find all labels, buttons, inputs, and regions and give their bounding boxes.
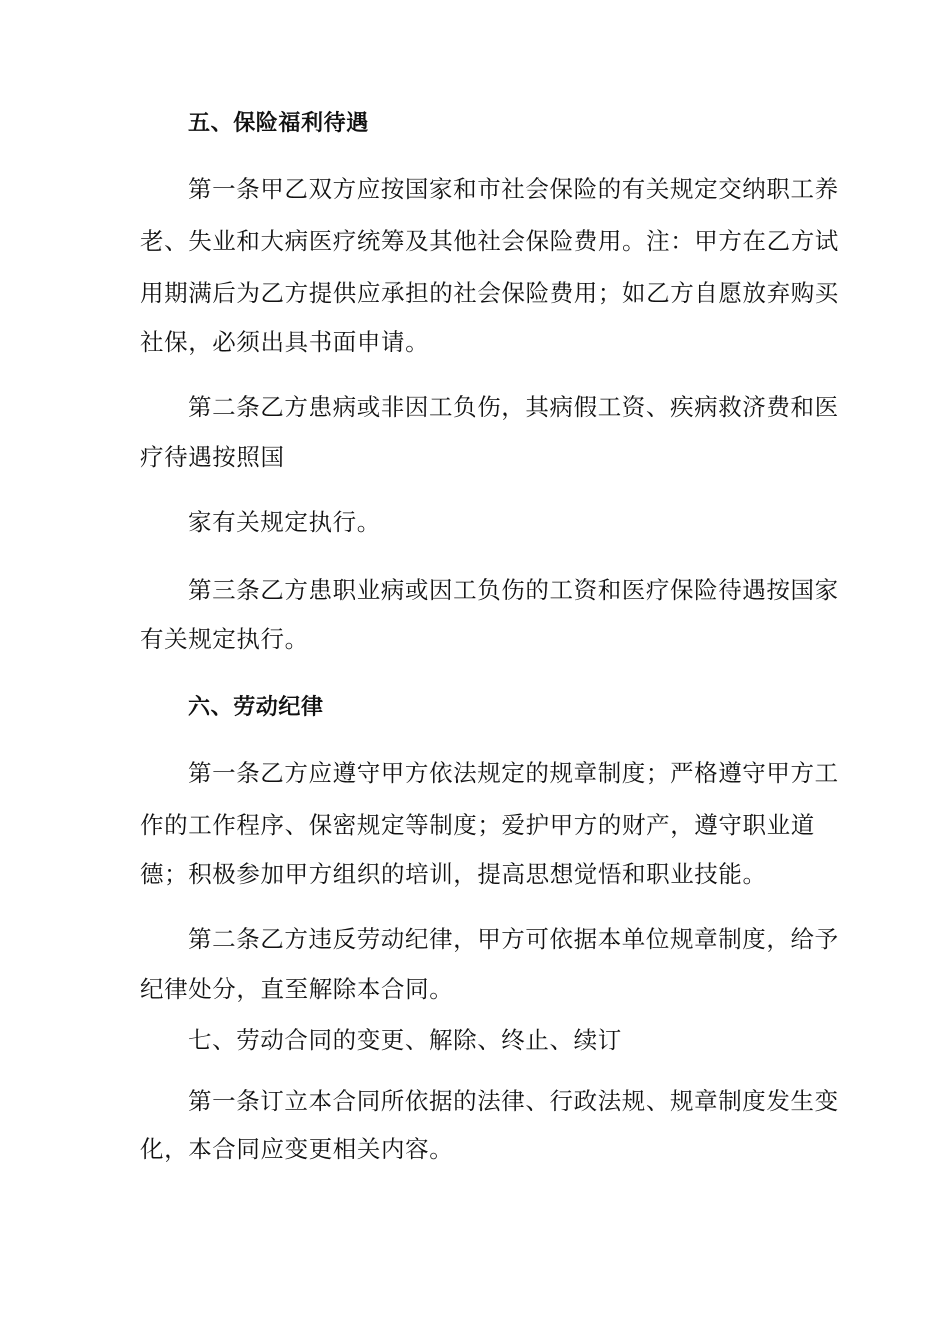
paragraph-line: 第一条甲乙双方应按国家和市社会保险的有关规定交纳职工养 [188,175,839,203]
paragraph-line: 老、失业和大病医疗统筹及其他社会保险费用。注：甲方在乙方试 [140,227,839,255]
paragraph-line: 化，本合同应变更相关内容。 [140,1135,454,1163]
paragraph-line: 第一条订立本合同所依据的法律、行政法规、规章制度发生变 [188,1087,839,1115]
paragraph-line: 作的工作程序、保密规定等制度；爱护甲方的财产，遵守职业道 [140,811,815,839]
paragraph-line: 第二条乙方患病或非因工负伤，其病假工资、疾病救济费和医 [188,393,839,421]
section-heading-discipline: 六、劳动纪律 [188,695,324,720]
paragraph-line: 用期满后为乙方提供应承担的社会保险费用；如乙方自愿放弃购买 [140,279,839,307]
paragraph-line: 纪律处分，直至解除本合同。 [140,975,454,1003]
paragraph-line: 德；积极参加甲方组织的培训，提高思想觉悟和职业技能。 [140,860,767,888]
section-heading-contract-change: 七、劳动合同的变更、解除、终止、续订 [188,1026,622,1054]
paragraph-line: 社保，必须出具书面申请。 [140,328,430,356]
paragraph-line: 家有关规定执行。 [188,508,381,536]
paragraph-line: 第三条乙方患职业病或因工负伤的工资和医疗保险待遇按国家 [188,576,839,604]
section-heading-insurance: 五、保险福利待遇 [188,111,369,136]
paragraph-line: 第一条乙方应遵守甲方依法规定的规章制度；严格遵守甲方工 [188,759,839,787]
paragraph-line: 第二条乙方违反劳动纪律，甲方可依据本单位规章制度，给予 [188,925,839,953]
paragraph-line: 疗待遇按照国 [140,443,285,471]
paragraph-line: 有关规定执行。 [140,625,309,653]
